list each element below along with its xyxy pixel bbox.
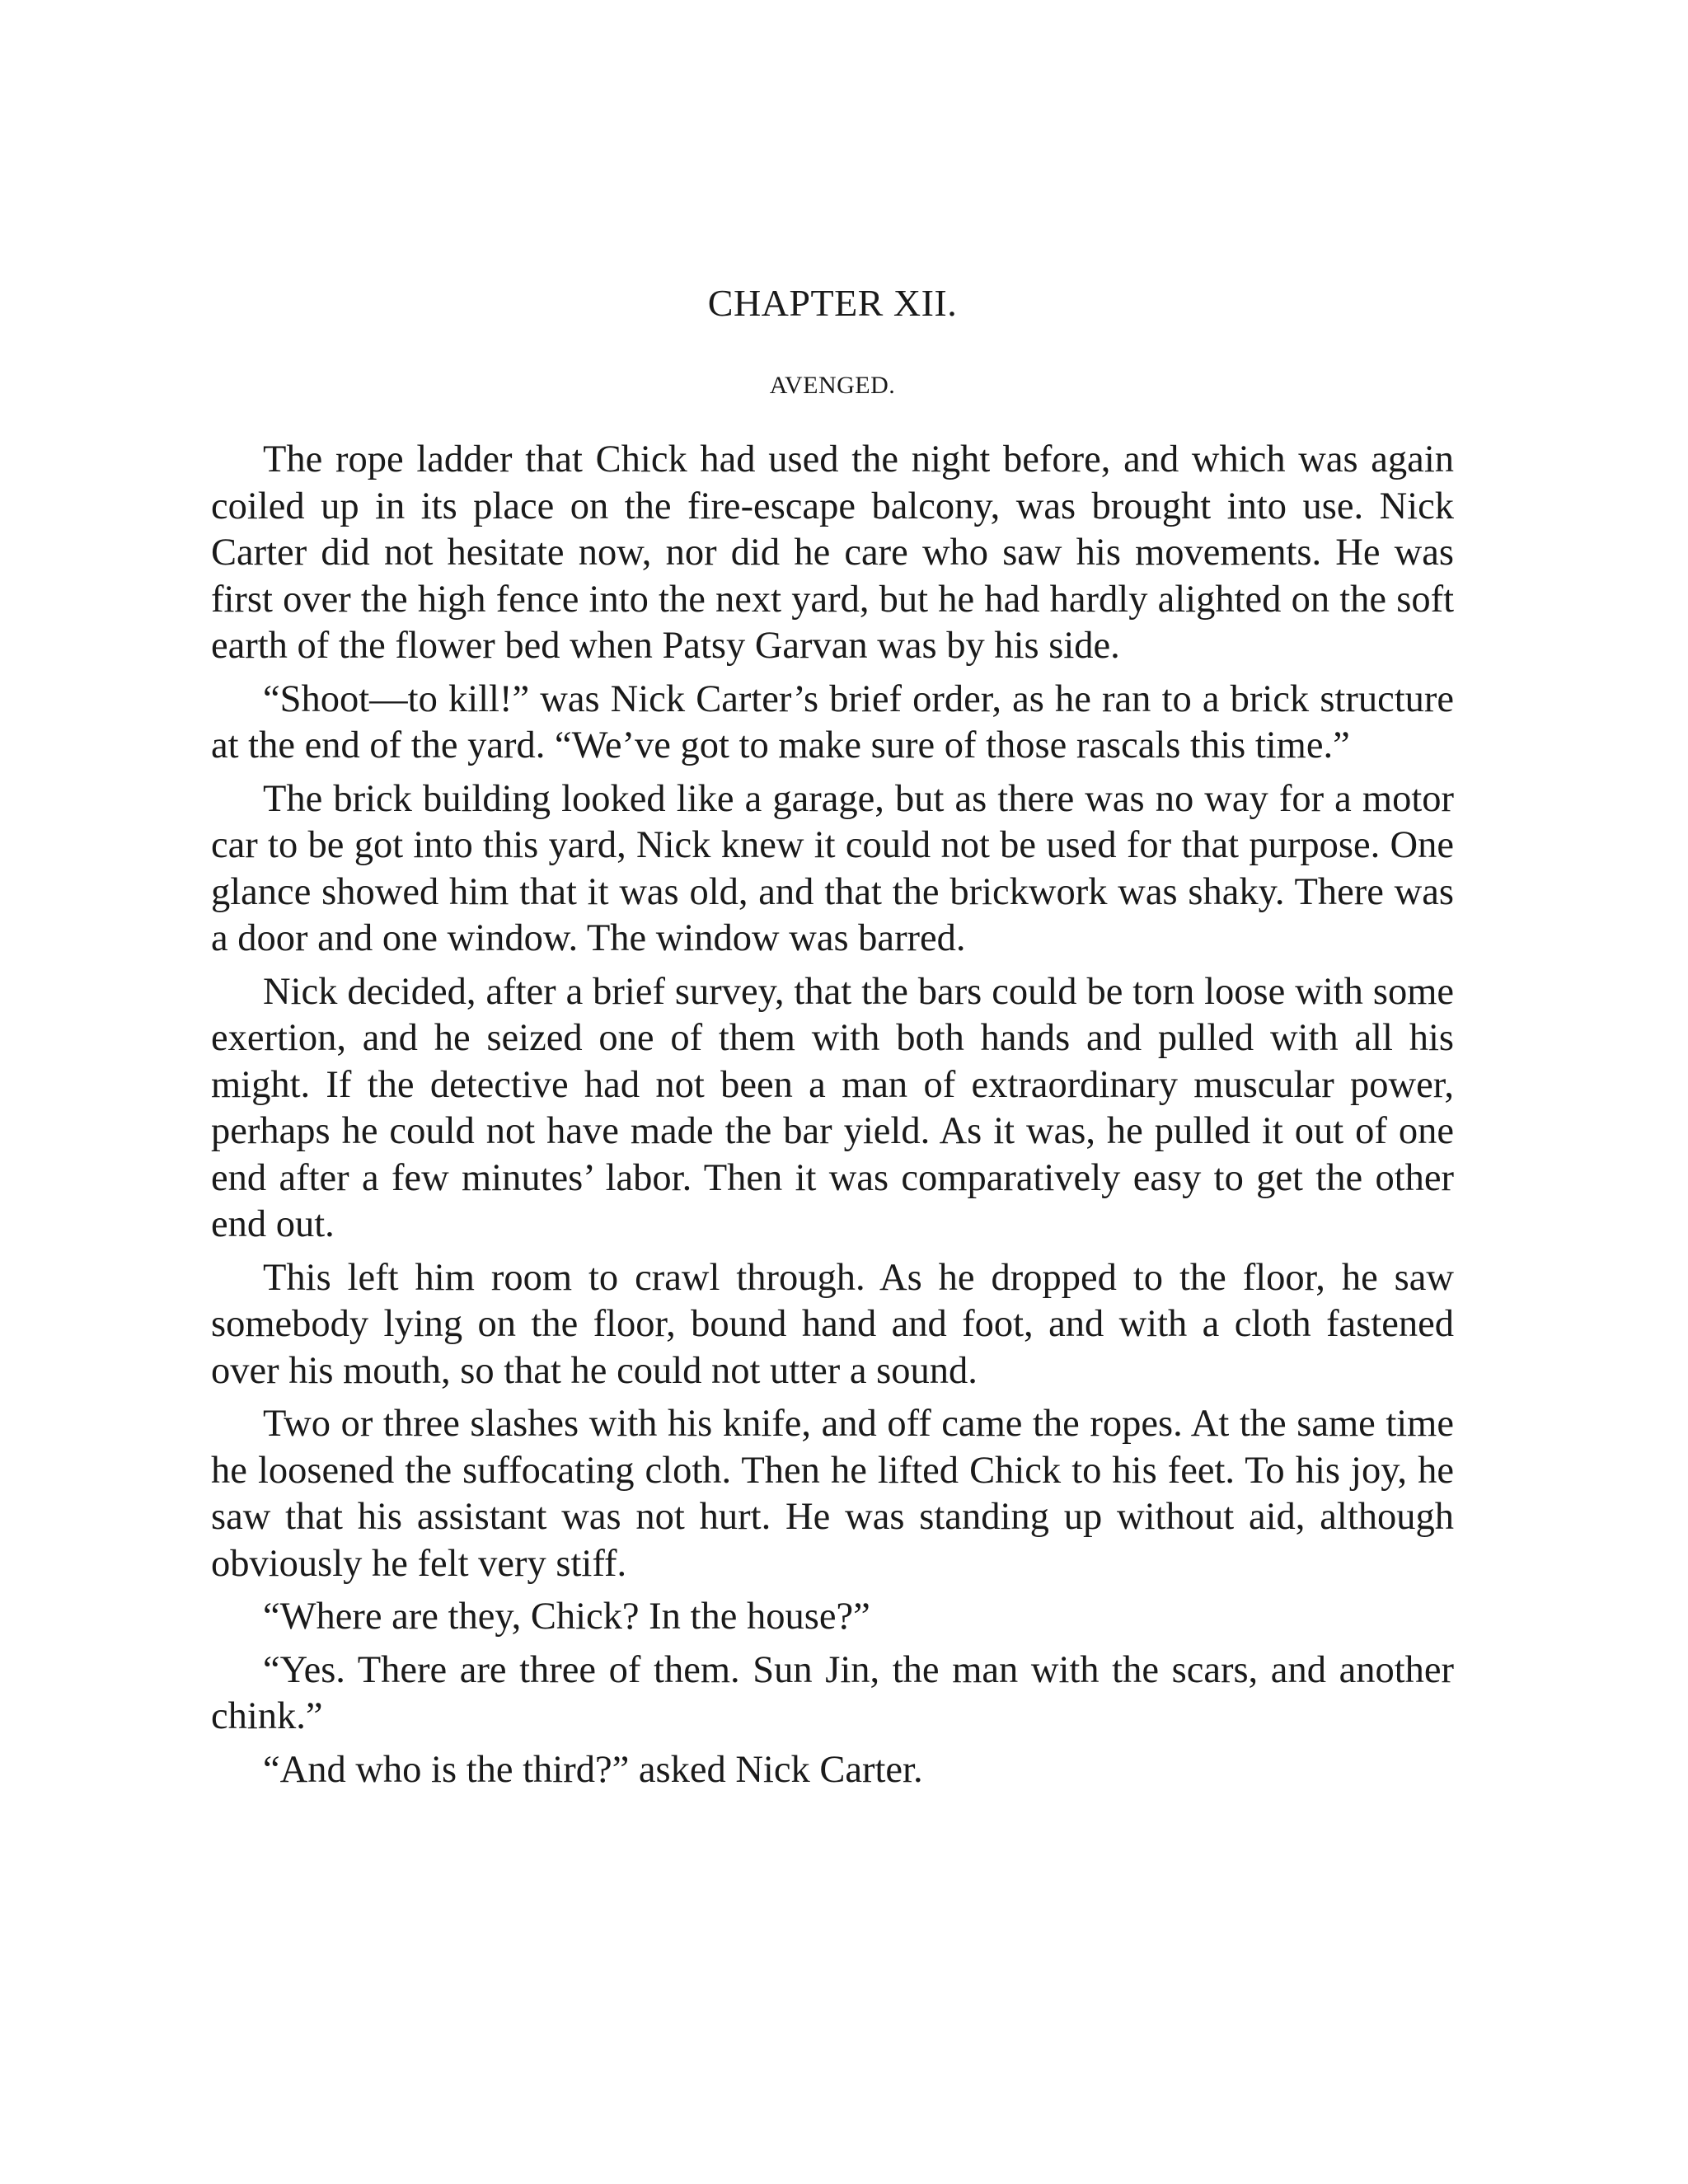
paragraph: “And who is the third?” asked Nick Carter. (263, 1748, 923, 1791)
chapter-body (211, 437, 1454, 1793)
paragraph: The rope ladder that Chick had used the night before, and which was again coiled up in its place on the fire-escape balcony, was brought into use. Nick Carter did not hesitate now, nor did he care who saw his movements. He was first over the high fence into the next yard, but he had hardly alighted on the soft earth of the flower bed when Patsy Garvan was by his side. (211, 438, 1454, 667)
paragraph: Nick decided, after a brief survey, that the bars could be torn loose with some exertion, and he seized one of them with both hands and pulled with all his might. If the detective had not been a man of extraordinary muscular power, perhaps he could not have made the bar yield. As it was, he pulled it out of one end after a few minutes’ labor. Then it was comparatively easy to get the other end out. (211, 970, 1454, 1245)
paragraph: The brick building looked like a garage, but as there was no way for a motor car to be got into this yard, Nick knew it could not be used for that purpose. One glance showed him that it was old, and that the brickwork was shaky. There was a door and one window. The window was barred. (211, 777, 1454, 959)
paragraph: “Yes. There are three of them. Sun Jin, the man with the scars, and another chink.” (211, 1648, 1454, 1737)
paragraph: Two or three slashes with his knife, and off came the ropes. At the same time he loosened the suffocating cloth. Then he lifted Chick to his feet. To his joy, he saw that his assistant was not hurt. He was standing up without aid, although obviously he felt very stiff. (211, 1403, 1454, 1585)
chapter-title: CHAPTER XII. (707, 282, 958, 324)
paragraph: “Where are they, Chick? In the house?” (263, 1596, 870, 1638)
book-page (211, 280, 1454, 1800)
chapter-subtitle: AVENGED. (769, 372, 896, 399)
paragraph: “Shoot—to kill!” was Nick Carter’s brief order, as he ran to a brick structure at the end of the yard. “We’ve got to make sure of those rascals this time.” (211, 677, 1454, 766)
paragraph: This left him room to crawl through. As he dropped to the floor, he saw somebody lying on the floor, bound hand and foot, and with a cloth fastened over his mouth, so that he could not utter a sound. (211, 1256, 1454, 1392)
